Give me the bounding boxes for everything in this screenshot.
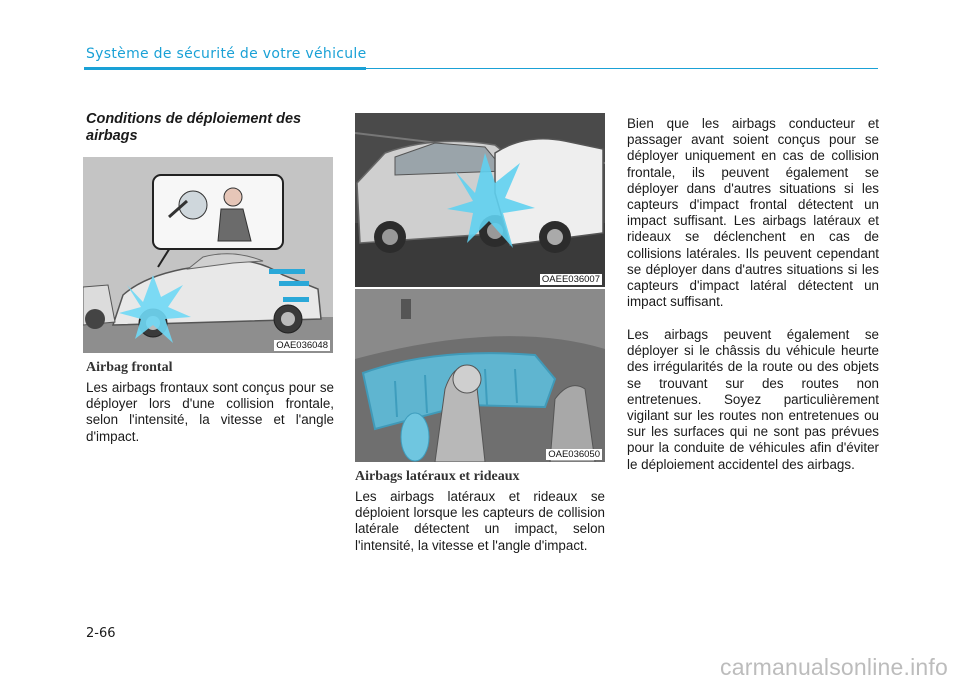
paragraph-deployment-conditions: Bien que les airbags conducteur et passager avant soient conçus pour se déployer uniquement en cas de collision frontale, ils peuvent également se déployer dans d'autres situations si les capteurs d'impact frontal détectent un impact suffisant. Les airbags latéraux et rideaux se déclenchent en cas de collisions latérales. Ils peuvent cependant se déployer dans d'autres situations si les capteurs d'impact latéral détectent un impact suffisant. [627,116,879,310]
figure-curtain-airbag [355,289,605,462]
watermark: carmanualsonline.info [720,654,948,680]
paragraph-frontal-airbag: Les airbags frontaux sont conçus pour se déployer lors d'une collision frontale, selon l'intensité, la vitesse et l'angle d'impact. [86,380,334,444]
page-number: 2-66 [86,626,116,641]
figure-side-collision [355,113,605,287]
figure-code-frontal: OAE036048 [276,340,328,351]
section-header-title: Système de sécurité de votre véhicule [86,46,367,62]
subtitle-frontal-airbag: Airbag frontal [86,360,173,375]
figure-code-curtain: OAE036050 [548,449,600,460]
figure-frontal-airbag [83,157,333,353]
header-rule-thick [84,67,366,70]
section-title: Conditions de déploiement des airbags [86,111,302,144]
header-rule-thin [366,68,878,69]
paragraph-chassis-impact: Les airbags peuvent également se déployer si le châssis du véhicule heurte des irrégularités de la route ou des objets se trouvant sur des routes non entretenues. Soyez particulièrement vigilant sur les routes non entretenues ou sur les surfaces qui ne sont pas prévues pour la conduite de véhicules afin d'éviter le déploiement accidentel des airbags. [627,327,879,472]
subtitle-side-curtain-airbags: Airbags latéraux et rideaux [355,469,520,484]
figure-code-side-collision: OAEE036007 [541,274,600,285]
paragraph-side-curtain-airbags: Les airbags latéraux et rideaux se déploient lorsque les capteurs de collision latérale détectent un impact, selon l'intensité, la vitesse et l'angle d'impact. [355,489,605,553]
